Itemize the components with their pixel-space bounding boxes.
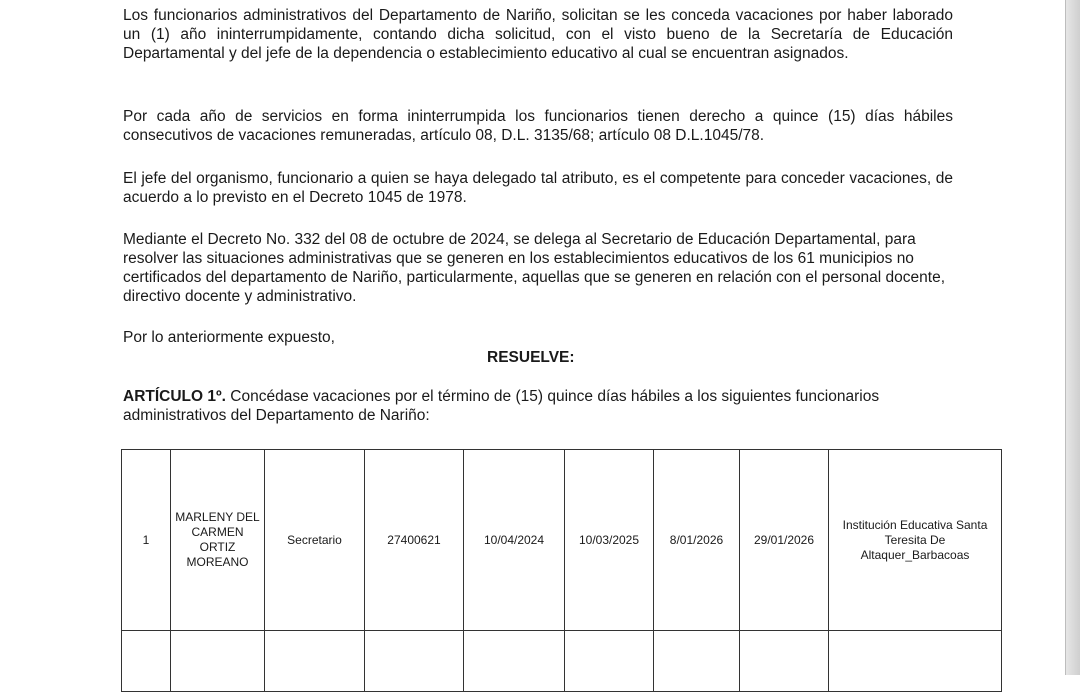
cell-fecha-3: 8/01/2026 — [654, 450, 740, 631]
cell-empty — [829, 631, 1002, 692]
cell-fecha-4: 29/01/2026 — [740, 450, 829, 631]
articulo-1-label: ARTÍCULO 1º. — [123, 388, 226, 405]
cell-empty — [365, 631, 464, 692]
paragraph-jefe-organismo: El jefe del organismo, funcionario a quien se haya delegado tal atributo, es el competente para conceder vacaciones, de acuerdo a lo previsto en el Decreto 1045 de 1978. — [123, 170, 953, 206]
cell-empty — [122, 631, 171, 692]
cell-empty — [565, 631, 654, 692]
table-row — [122, 631, 1002, 692]
cell-institucion: Institución Educativa Santa Teresita De Altaquer_Barbacoas — [829, 450, 1002, 631]
paragraph-solicitud: Los funcionarios administrativos del Departamento de Nariño, solicitan se les conceda vacaciones por haber laborado un (1) año ininterrumpidamente, contando dicha solicitud, con el visto bueno de la Secretaría de Educación Departamental y del jefe de la dependencia o establecimiento educativo al cual se encuentran asignados. — [123, 7, 953, 62]
table-row — [122, 450, 1002, 631]
cell-cedula: 27400621 — [365, 450, 464, 631]
vacations-table — [121, 449, 1002, 692]
cell-empty — [171, 631, 265, 692]
cell-empty — [740, 631, 829, 692]
cell-empty — [654, 631, 740, 692]
cell-cargo: Secretario — [265, 450, 365, 631]
articulo-1 — [123, 387, 903, 425]
cell-empty — [265, 631, 365, 692]
paragraph-decreto-delegacion: Mediante el Decreto No. 332 del 08 de octubre de 2024, se delega al Secretario de Educación Departamental, para resolver las situaciones administrativas que se generen en los establecimientos educativos de los 61 municipios no certificados del departamento de Nariño, particularmente, aquellas que se generen en relación con el personal docente, directivo docente y administrativo. — [123, 231, 946, 305]
page-edge-shadow — [1066, 0, 1080, 675]
resuelve-heading: RESUELVE: — [487, 349, 575, 366]
cell-name: MARLENY DEL CARMEN ORTIZ MOREANO — [171, 450, 265, 631]
cell-num: 1 — [122, 450, 171, 631]
cell-fecha-1: 10/04/2024 — [464, 450, 565, 631]
cell-empty — [464, 631, 565, 692]
articulo-1-text: Concédase vacaciones por el término de (15) quince días hábiles a los siguientes funcionarios administrativos del Departamento de Nariño: — [123, 388, 880, 424]
paragraph-expuesto: Por lo anteriormente expuesto, — [123, 329, 335, 346]
cell-fecha-2: 10/03/2025 — [565, 450, 654, 631]
paragraph-derecho-vacaciones: Por cada año de servicios en forma ininterrumpida los funcionarios tienen derecho a quince (15) días hábiles consecutivos de vacaciones remuneradas, artículo 08, D.L. 3135/68; artículo 08 D.L.1045/78. — [123, 108, 953, 144]
